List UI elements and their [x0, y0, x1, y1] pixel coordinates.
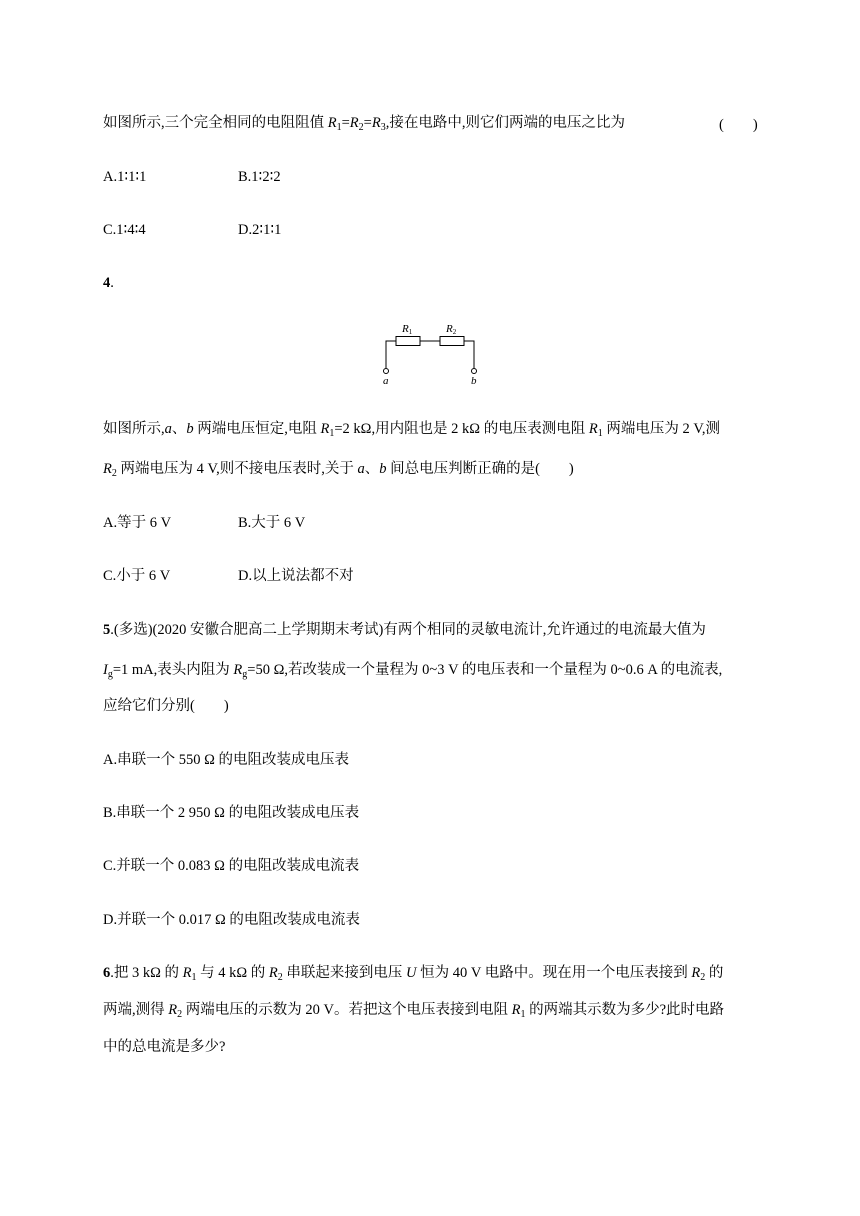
- q6-stem-line1: 6.把 3 kΩ 的 $R_1$ 与 4 kΩ 的 $R_2$ 串联起来接到电压 U 恒为 40 V 电路中。现在用一个电压表接到 $R_2$ 的: [103, 965, 724, 983]
- q4-option-c: C.小于 6 V: [103, 568, 171, 584]
- q5-option-b: B.串联一个 2 950 Ω 的电阻改装成电压表: [103, 805, 360, 821]
- resistor-r2: [440, 337, 464, 346]
- q5-option-c: C.并联一个 0.083 Ω 的电阻改装成电流表: [103, 858, 360, 874]
- q3-option-b: B.1∶2∶2: [238, 169, 281, 185]
- terminal-a-dot: [384, 369, 389, 374]
- q3-stem: 如图所示,三个完全相同的电阻阻值 $R_1=R_2=R_3$,接在电路中,则它们两端的电压之比为: [103, 115, 625, 133]
- q4-stem-line1: 如图所示,a、b 两端电压恒定,电阻 $R_1=2$ kΩ,用内阻也是 2 kΩ 的电压表测电阻 $R_1$ 两端电压为 2 V,测: [103, 421, 721, 439]
- q3-option-d: D.2∶1∶1: [238, 222, 282, 238]
- q5-stem-line3: 应给它们分别( ): [103, 698, 229, 714]
- label-b: b: [471, 375, 477, 387]
- q6-stem-line2: 两端,测得 $R_2$ 两端电压的示数为 20 V。若把这个电压表接到电阻 $R_1$ 的两端其示数为多少?此时电路: [103, 1002, 725, 1020]
- q5-stem-line1: 5.(多选)(2020 安徽合肥高二上学期期末考试)有两个相同的灵敏电流计,允许通过的电流最大值为: [103, 622, 706, 638]
- q3-option-a: A.1∶1∶1: [103, 169, 147, 185]
- terminal-b-dot: [472, 369, 477, 374]
- q3-answer-paren: ( ): [719, 117, 758, 133]
- q6-stem-line3: 中的总电流是多少?: [103, 1039, 226, 1055]
- q5-option-a: A.串联一个 550 Ω 的电阻改装成电压表: [103, 752, 349, 768]
- q5-option-d: D.并联一个 0.017 Ω 的电阻改装成电流表: [103, 912, 360, 928]
- q4-option-a: A.等于 6 V: [103, 515, 172, 531]
- q4-option-b: B.大于 6 V: [238, 515, 306, 531]
- wire-right: [464, 341, 474, 368]
- circuit-diagram: [380, 320, 490, 388]
- q4-stem-line2: $R_2$ 两端电压为 4 V,则不接电压表时,关于 a、b 间总电压判断正确的是( ): [103, 461, 574, 479]
- resistor-r1: [396, 337, 420, 346]
- q3-option-c: C.1∶4∶4: [103, 222, 146, 238]
- q4-number: 4.: [103, 275, 114, 291]
- label-a: a: [383, 375, 389, 387]
- q4-option-d: D.以上说法都不对: [238, 568, 354, 584]
- label-r2: R2: [446, 323, 457, 336]
- label-r1: R1: [402, 323, 413, 336]
- wire-left: [386, 341, 396, 368]
- q5-stem-line2: $I_g=1$ mA,表头内阻为 $R_g=50$ Ω,若改装成一个量程为 0~3 V 的电压表和一个量程为 0~0.6 A 的电流表,: [103, 662, 723, 680]
